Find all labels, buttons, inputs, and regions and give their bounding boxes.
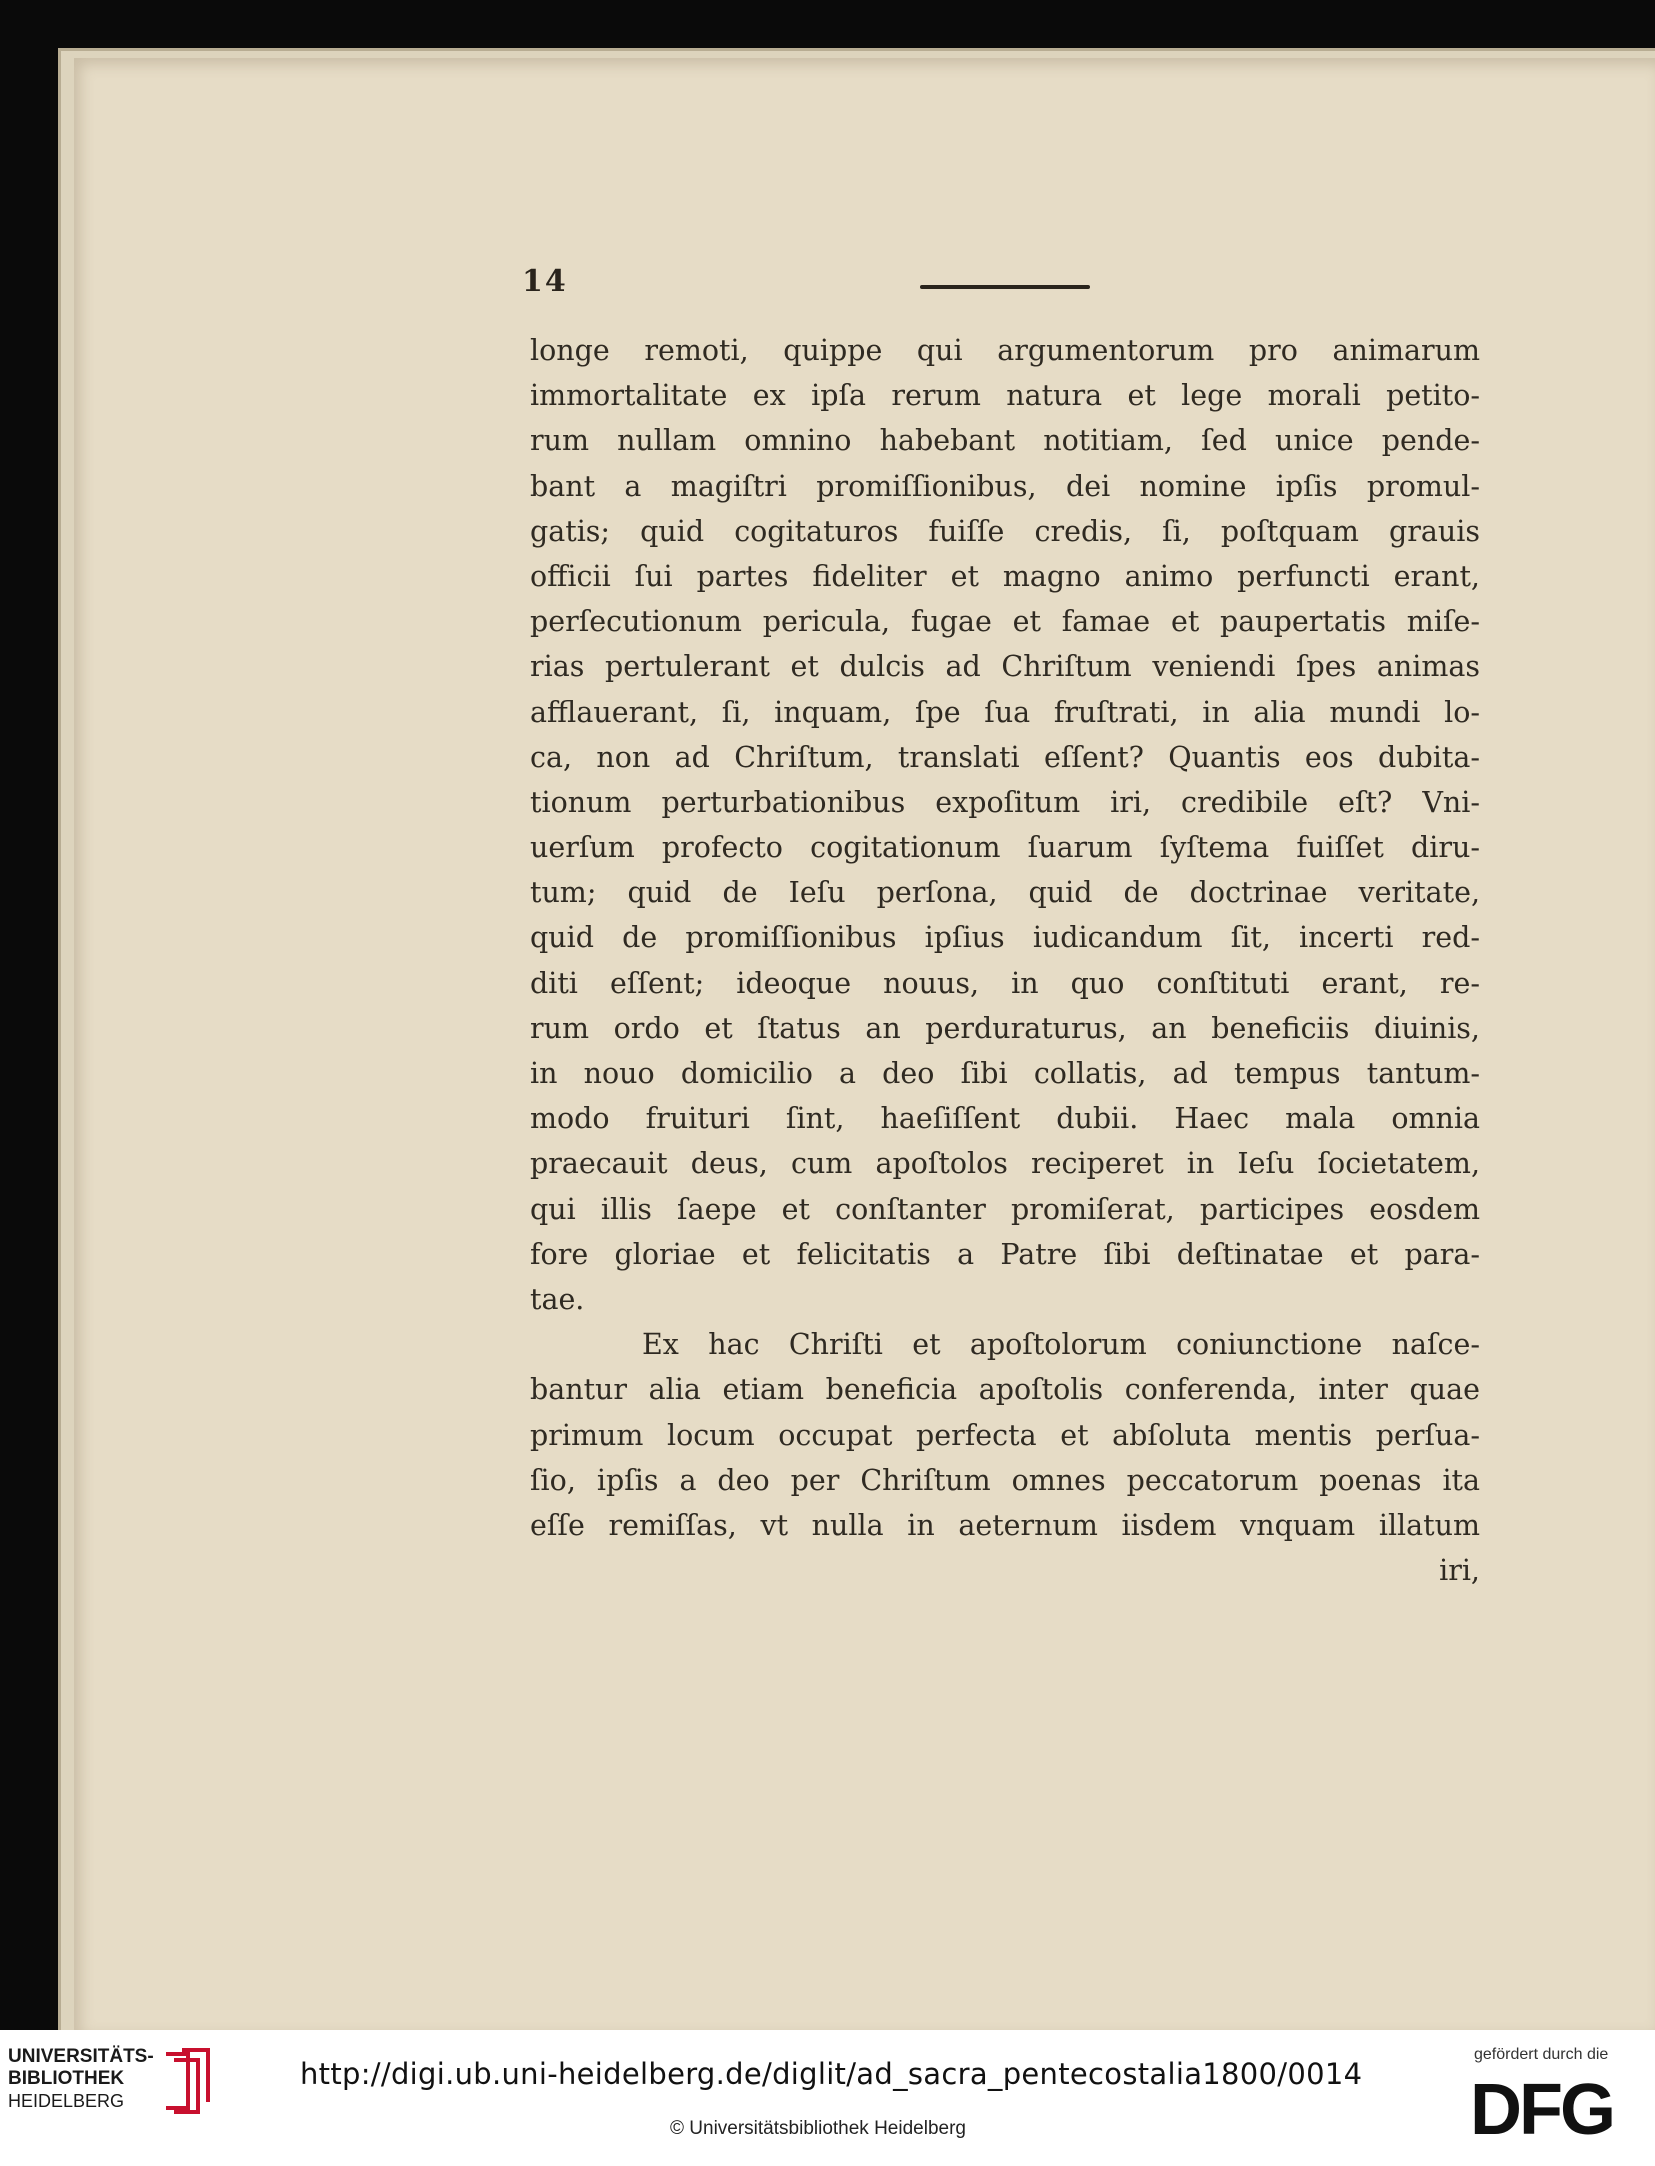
text-line: tionum perturbationibus expoſitum iri, credibile eſt? Vni- <box>530 785 1480 819</box>
library-name-line2: BIBLIOTHEK <box>8 2068 125 2089</box>
permalink-url[interactable]: http://digi.ub.uni-heidelberg.de/diglit/ad_sacra_pentecostalia1800/0014 <box>300 2057 1363 2091</box>
page-body-text <box>530 328 1480 1593</box>
library-name-line3: HEIDELBERG <box>8 2091 125 2111</box>
text-line: primum locum occupat perfecta et abſoluta mentis perſua- <box>530 1418 1480 1452</box>
text-line: gatis; quid cogitaturos fuiſſe credis, ſi, poſtquam grauis <box>530 514 1480 548</box>
text-line: quid de promiſſionibus ipſius iudicandum ſit, incerti red- <box>530 921 1480 955</box>
text-line: uerſum profecto cogitationum ſuarum ſyſtema fuiſſet diru- <box>530 831 1480 865</box>
text-line: bant a magiſtri promiſſionibus, dei nomine ipſis promul- <box>530 469 1480 503</box>
funded-by-label: gefördert durch die <box>1474 2046 1609 2063</box>
text-line: modo fruituri ſint, haeſiſſent dubii. Haec mala omnia <box>530 1102 1480 1136</box>
text-line: Ex hac Chriſti et apoſtolorum coniunctione naſce- <box>642 1328 1480 1362</box>
text-line: iri, <box>1439 1554 1480 1588</box>
page-number: 14 <box>522 264 568 299</box>
text-line: rum nullam omnino habebant notitiam, ſed unice pende- <box>530 424 1480 458</box>
library-name-line1: UNIVERSITÄTS- <box>8 2046 154 2067</box>
text-line: perſecutionum pericula, fugae et famae et paupertatis miſe- <box>530 605 1480 639</box>
text-line: immortalitate ex ipſa rerum natura et lege morali petito- <box>530 379 1480 413</box>
text-line: in nouo domicilio a deo ſibi collatis, ad tempus tantum- <box>530 1057 1480 1090</box>
viewer-footer <box>0 2030 1655 2166</box>
text-line: ſio, ipſis a deo per Chriſtum omnes peccatorum poenas ita <box>530 1463 1480 1497</box>
header-ornament-rule <box>920 285 1090 289</box>
library-name <box>8 2046 154 2112</box>
text-line: tae. <box>530 1282 585 1316</box>
text-line: ca, non ad Chriſtum, translati eſſent? Quantis eos dubita- <box>530 740 1480 774</box>
text-line: diti eſſent; ideoque nouus, in quo conſtituti erant, re- <box>530 966 1480 1000</box>
ub-heidelberg-logo-icon <box>160 2048 212 2114</box>
copyright-notice: © Universitätsbibliothek Heidelberg <box>670 2118 966 2139</box>
text-line: qui illis ſaepe et conſtanter promiſerat, participes eosdem <box>530 1192 1480 1226</box>
text-line: fore gloriae et felicitatis a Patre ſibi deſtinatae et para- <box>530 1237 1480 1271</box>
text-line: rum ordo et ſtatus an perduraturus, an beneficiis diuinis, <box>530 1011 1480 1045</box>
text-line: rias pertulerant et dulcis ad Chriſtum veniendi ſpes animas <box>530 650 1480 684</box>
text-line: praecauit deus, cum apoſtolos reciperet in Ieſu ſocietatem, <box>530 1147 1480 1181</box>
text-line: eſſe remiſſas, vt nulla in aeternum iisdem vnquam illatum <box>530 1508 1480 1542</box>
text-line: tum; quid de Ieſu perſona, quid de doctrinae veritate, <box>530 876 1480 910</box>
text-line: afflauerant, ſi, inquam, ſpe ſua fruſtrati, in alia mundi lo- <box>530 695 1480 729</box>
text-line: bantur alia etiam beneficia apoſtolis conferenda, inter quae <box>530 1373 1480 1407</box>
text-line: officii ſui partes fideliter et magno animo perfuncti erant, <box>530 559 1480 593</box>
text-line: longe remoti, quippe qui argumentorum pro animarum <box>530 334 1480 367</box>
dfg-logo: DFG <box>1470 2070 1613 2150</box>
